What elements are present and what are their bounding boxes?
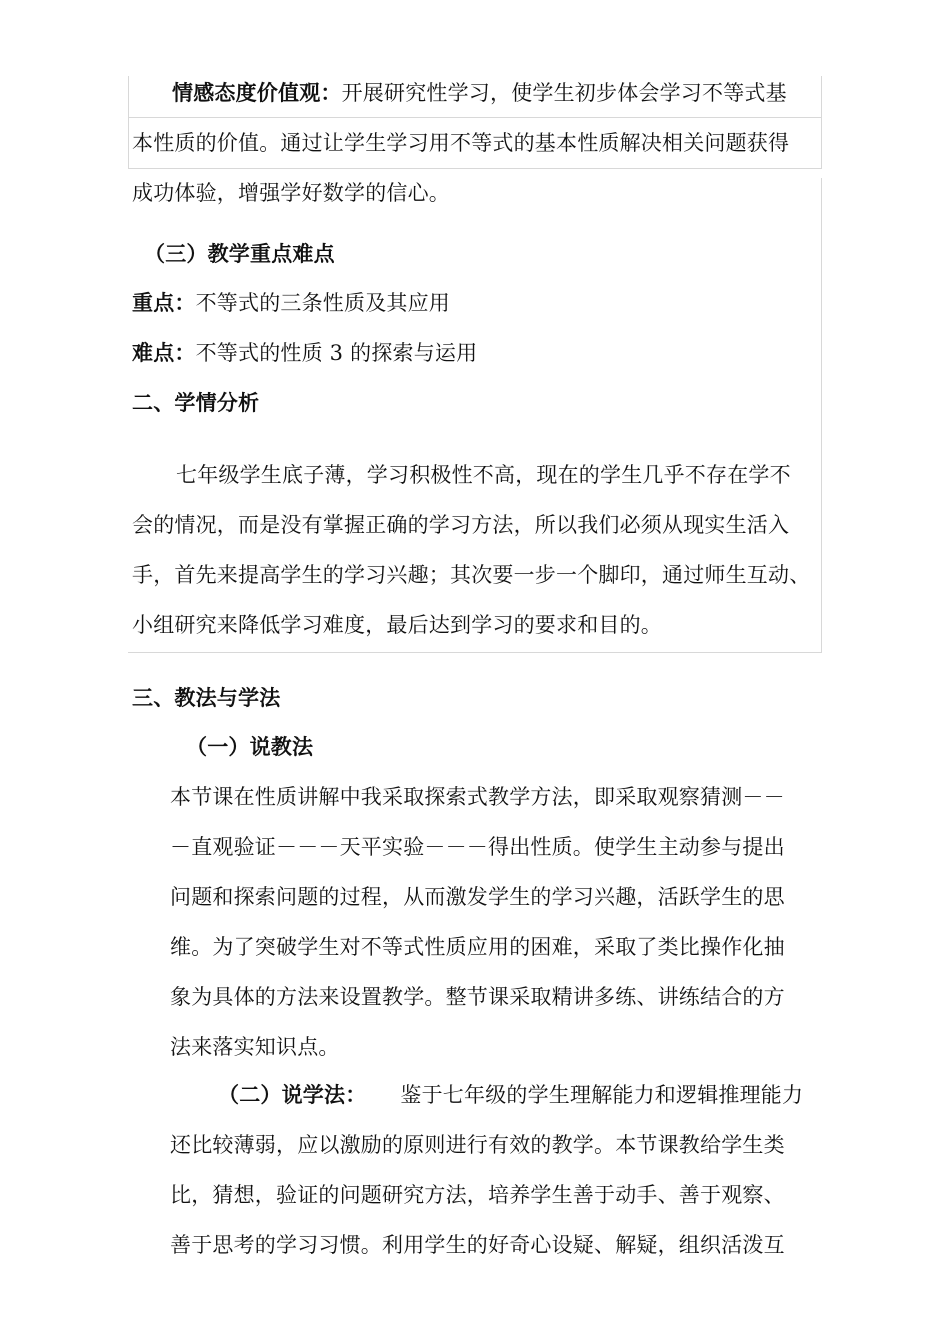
attitude-line-1	[172, 79, 787, 107]
teaching-line-6: 法来落实知识点。	[170, 1035, 340, 1059]
student-line-4: 小组研究来降低学习难度，最后达到学习的要求和目的。	[132, 613, 662, 637]
key-point-line	[132, 289, 450, 317]
student-line-3: 手，首先来提高学生的学习兴趣；其次要一步一个脚印，通过师生互动、	[132, 563, 811, 587]
difficulty-label: 难点：	[132, 340, 196, 365]
teaching-heading: （一）说教法	[186, 734, 314, 759]
learning-line-4: 善于思考的学习习惯。利用学生的好奇心设疑、解疑，组织活泼互	[170, 1233, 785, 1257]
table-border-right-2	[821, 178, 822, 652]
learning-heading: （二）说学法：	[218, 1082, 367, 1107]
difficulty-text: 不等式的性质 3 的探索与运用	[195, 341, 478, 365]
table-border-right-1	[821, 76, 822, 168]
keypoints-heading: （三）教学重点难点	[144, 241, 335, 266]
table-border-top-1	[128, 117, 822, 118]
teaching-line-5: 象为具体的方法来设置教学。整节课采取精讲多练、讲练结合的方	[170, 985, 785, 1009]
attitude-text-1: 开展研究性学习，使学生初步体会学习不等式基	[341, 81, 787, 105]
learning-text-1: 鉴于七年级的学生理解能力和逻辑推理能力	[400, 1083, 804, 1107]
attitude-label: 情感态度价值观：	[172, 80, 342, 105]
teaching-line-4: 维。为了突破学生对不等式性质应用的困难，采取了类比操作化抽	[170, 935, 785, 959]
difficulty-line	[132, 339, 477, 367]
student-heading: 二、学情分析	[132, 390, 260, 415]
teaching-line-3: 问题和探索问题的过程，从而激发学生的学习兴趣，活跃学生的思	[170, 885, 785, 909]
learning-line-3: 比，猜想，验证的问题研究方法，培养学生善于动手、善于观察、	[170, 1183, 785, 1207]
student-line-1: 七年级学生底子薄，学习积极性不高，现在的学生几乎不存在学不	[176, 463, 791, 487]
methods-heading: 三、教法与学法	[132, 685, 281, 710]
learning-line-1	[218, 1081, 803, 1109]
key-point-text: 不等式的三条性质及其应用	[195, 291, 451, 315]
learning-line-2: 还比较薄弱，应以激励的原则进行有效的教学。本节课教给学生类	[170, 1133, 785, 1157]
table-border-top-2	[128, 168, 822, 169]
student-line-2: 会的情况，而是没有掌握正确的学习方法，所以我们必须从现实生活入	[132, 513, 790, 537]
teaching-line-1: 本节课在性质讲解中我采取探索式教学方法，即采取观察猜测－－	[170, 785, 785, 809]
table-border-left-1	[128, 76, 129, 168]
attitude-line-2: 本性质的价值。通过让学生学习用不等式的基本性质解决相关问题获得	[132, 131, 790, 155]
attitude-line-3: 成功体验，增强学好数学的信心。	[132, 181, 450, 205]
teaching-line-2: －直观验证－－－天平实验－－－得出性质。使学生主动参与提出	[170, 835, 785, 859]
key-point-label: 重点：	[132, 290, 196, 315]
table-border-bottom-2	[128, 652, 822, 653]
